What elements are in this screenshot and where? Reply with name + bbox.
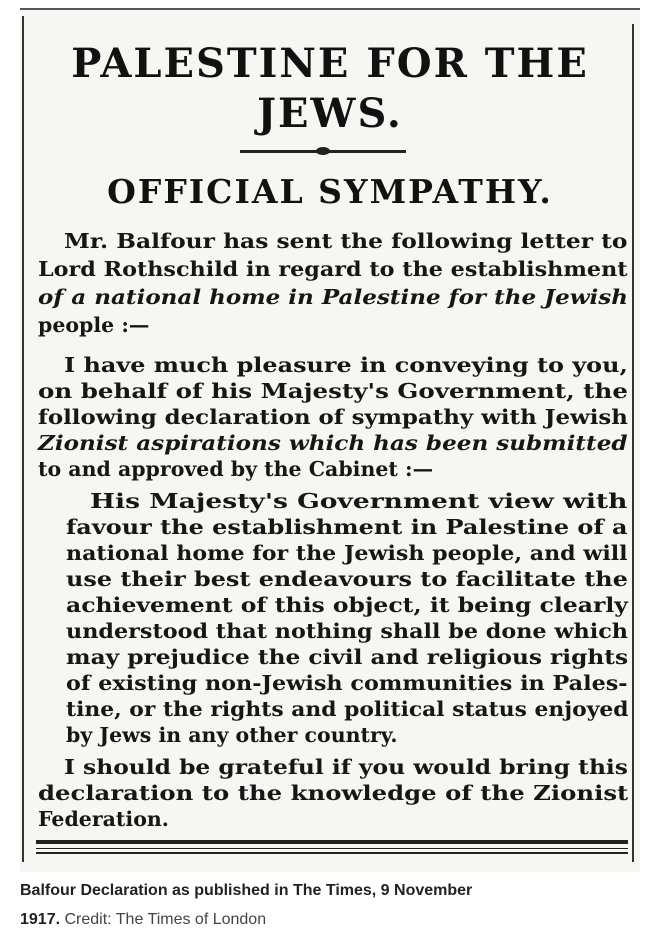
caption-title — [20, 882, 472, 900]
body-line: Zionist aspirations which has been submitted — [38, 431, 628, 455]
caption-credit: Credit: The Times of London — [64, 911, 267, 928]
body-line: following declaration of sympathy with Jewish — [38, 405, 628, 429]
body-line: to and approved by the Cabinet :— — [38, 457, 434, 481]
body-line: use their best endeavours to facilitate the — [66, 567, 628, 591]
body-line: understood that nothing shall be done which — [66, 619, 628, 643]
column-rule-left — [22, 16, 24, 862]
subheadline: OFFICIAL SYMPATHY. — [107, 172, 553, 211]
caption-year: 1917. — [20, 911, 61, 928]
closing-rule — [36, 852, 628, 854]
body-line: on behalf of his Majesty's Government, the — [38, 379, 628, 403]
body-line: national home for the Jewish people, and will — [66, 541, 628, 565]
body-line: of a national home in Palestine for the Jewish — [38, 285, 629, 309]
body-line: Federation. — [38, 807, 169, 831]
body-line: Mr. Balfour has sent the following letter to — [64, 229, 628, 253]
body-line: people :— — [38, 313, 150, 337]
body-line: of existing non-Jewish communities in Pales- — [66, 671, 628, 695]
body-line: achievement of this object, it being clearly — [66, 593, 628, 617]
body-line: Lord Rothschild in regard to the establishment — [38, 257, 628, 281]
caption-title-text: Balfour Declaration as published in The Times, 9 November — [20, 882, 473, 899]
headline-line-2: JEWS. — [257, 90, 403, 137]
ornamental-divider — [240, 150, 406, 153]
body-line: favour the establishment in Palestine of a — [66, 515, 628, 539]
body-line: may prejudice the civil and religious rights — [66, 645, 629, 669]
body-line: His Majesty's Government view with — [90, 489, 628, 513]
body-line: tine, or the rights and political status enjoyed — [66, 697, 629, 721]
headline-line-1: PALESTINE FOR THE — [71, 40, 589, 87]
body-line: I have much pleasure in conveying to you, — [64, 353, 628, 377]
column-rule-right — [632, 24, 634, 862]
closing-rule-thin — [36, 848, 628, 849]
caption-line-2 — [20, 911, 266, 929]
closing-rule-thick — [36, 840, 628, 844]
body-line: declaration to the knowledge of the Zionist — [38, 781, 629, 805]
body-line: I should be grateful if you would bring this — [64, 755, 628, 779]
body-line: by Jews in any other country. — [66, 723, 398, 747]
